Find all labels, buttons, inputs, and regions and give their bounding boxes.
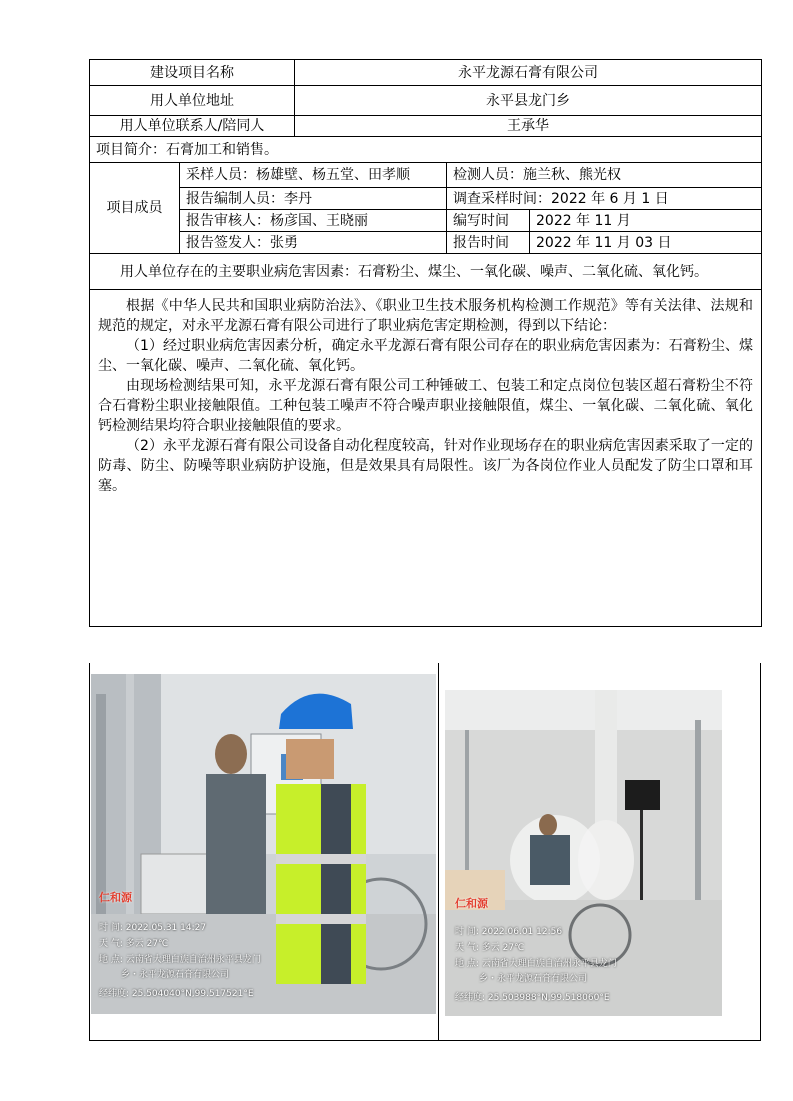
conclusion-p1: 根据《中华人民共和国职业病防治法》、《职业卫生技术服务机构检测工作规范》等有关法律、法规和规范的规定，对永平龙源石膏有限公司进行了职业病危害定期检测，得到以下结论：	[98, 298, 753, 334]
issuer: 报告签发人：张勇	[180, 232, 447, 254]
compile-time-label: 编写时间	[447, 210, 530, 232]
photo-2-weather: 天 气: 多云 27℃	[455, 943, 525, 953]
conclusion-p4: （2）永平龙源石膏有限公司设备自动化程度较高，针对作业现场存在的职业病危害因素采取了一定的防毒、防尘、防噪等职业病防护设施，但是效果具有局限性。该厂为各岗位作业人员配发了防尘口罩和耳塞。	[98, 438, 753, 494]
report-time-label: 报告时间	[447, 232, 530, 254]
photo-divider	[438, 663, 439, 1041]
project-name-label: 建设项目名称	[90, 60, 295, 86]
contact-label: 用人单位联系人/陪同人	[90, 116, 295, 137]
conclusion-p3: 由现场检测结果可知，永平龙源石膏有限公司工种锤破工、包装工和定点岗位包装区超石膏粉尘不符合石膏粉尘职业接触限值。工种包装工噪声不符合噪声职业接触限值，煤尘、一氧化碳、二氧化硫、氧化钙检测结果均符合职业接触限值的要求。	[98, 378, 753, 434]
compiler: 报告编制人员：李丹	[180, 188, 447, 210]
testers: 检测人员：施兰秋、熊光权	[447, 163, 762, 188]
hazard-factors	[90, 254, 762, 290]
reviewers: 报告审核人：杨彦国、王晓丽	[180, 210, 447, 232]
contact-value: 王承华	[295, 116, 762, 137]
photo-1-coords: 经纬度: 25.504040°N,99.517521°E	[99, 989, 254, 999]
address-value: 永平县龙门乡	[295, 86, 762, 116]
compile-time-value: 2022 年 11 月	[530, 210, 762, 232]
address-label: 用人单位地址	[90, 86, 295, 116]
conclusion-p2: （1）经过职业病危害因素分析，确定永平龙源石膏有限公司存在的职业病危害因素为：石膏粉尘、煤尘、一氧化碳、噪声、二氧化硫、氧化钙。	[98, 338, 753, 374]
photo-2-place-line2: 乡・永平龙源石膏有限公司	[479, 974, 588, 984]
photo-2-coords: 经纬度: 25.503988°N,99.518060°E	[455, 993, 610, 1003]
project-name-value: 永平龙源石膏有限公司	[295, 60, 762, 86]
members-label: 项目成员	[90, 163, 180, 254]
photo-2-logo: 仁和源	[455, 897, 488, 910]
samplers: 采样人员：杨雄壁、杨五堂、田孝顺	[180, 163, 447, 188]
photo-2-time: 时 间: 2022.06.01 12:56	[455, 927, 563, 937]
photo-2-place-line1: 地 点: 云南省大理白族自治州永平县龙门	[455, 959, 617, 969]
site-photo-1	[91, 674, 436, 1014]
report-time-value: 2022 年 11 月 03 日	[530, 232, 762, 254]
photo-1-place-line1: 地 点: 云南省大理白族自治州永平县龙门	[99, 955, 261, 965]
site-photo-2	[445, 690, 722, 1016]
photo-1-time: 时 间: 2022.05.31 14:27	[99, 923, 207, 933]
photo-1-weather: 天 气: 多云 27℃	[99, 939, 169, 949]
photo-1-place-line2: 乡・永平龙源石膏有限公司	[121, 970, 230, 980]
info-table	[89, 59, 762, 627]
conclusion	[90, 290, 762, 627]
project-intro: 项目简介：石膏加工和销售。	[90, 137, 762, 163]
photo-1-logo: 仁和源	[99, 891, 132, 904]
survey-date: 调查采样时间：2022 年 6 月 1 日	[447, 188, 762, 210]
hazard-factors-text: 用人单位存在的主要职业病危害因素：石膏粉尘、煤尘、一氧化碳、噪声、二氧化硫、氧化钙。	[120, 263, 708, 280]
